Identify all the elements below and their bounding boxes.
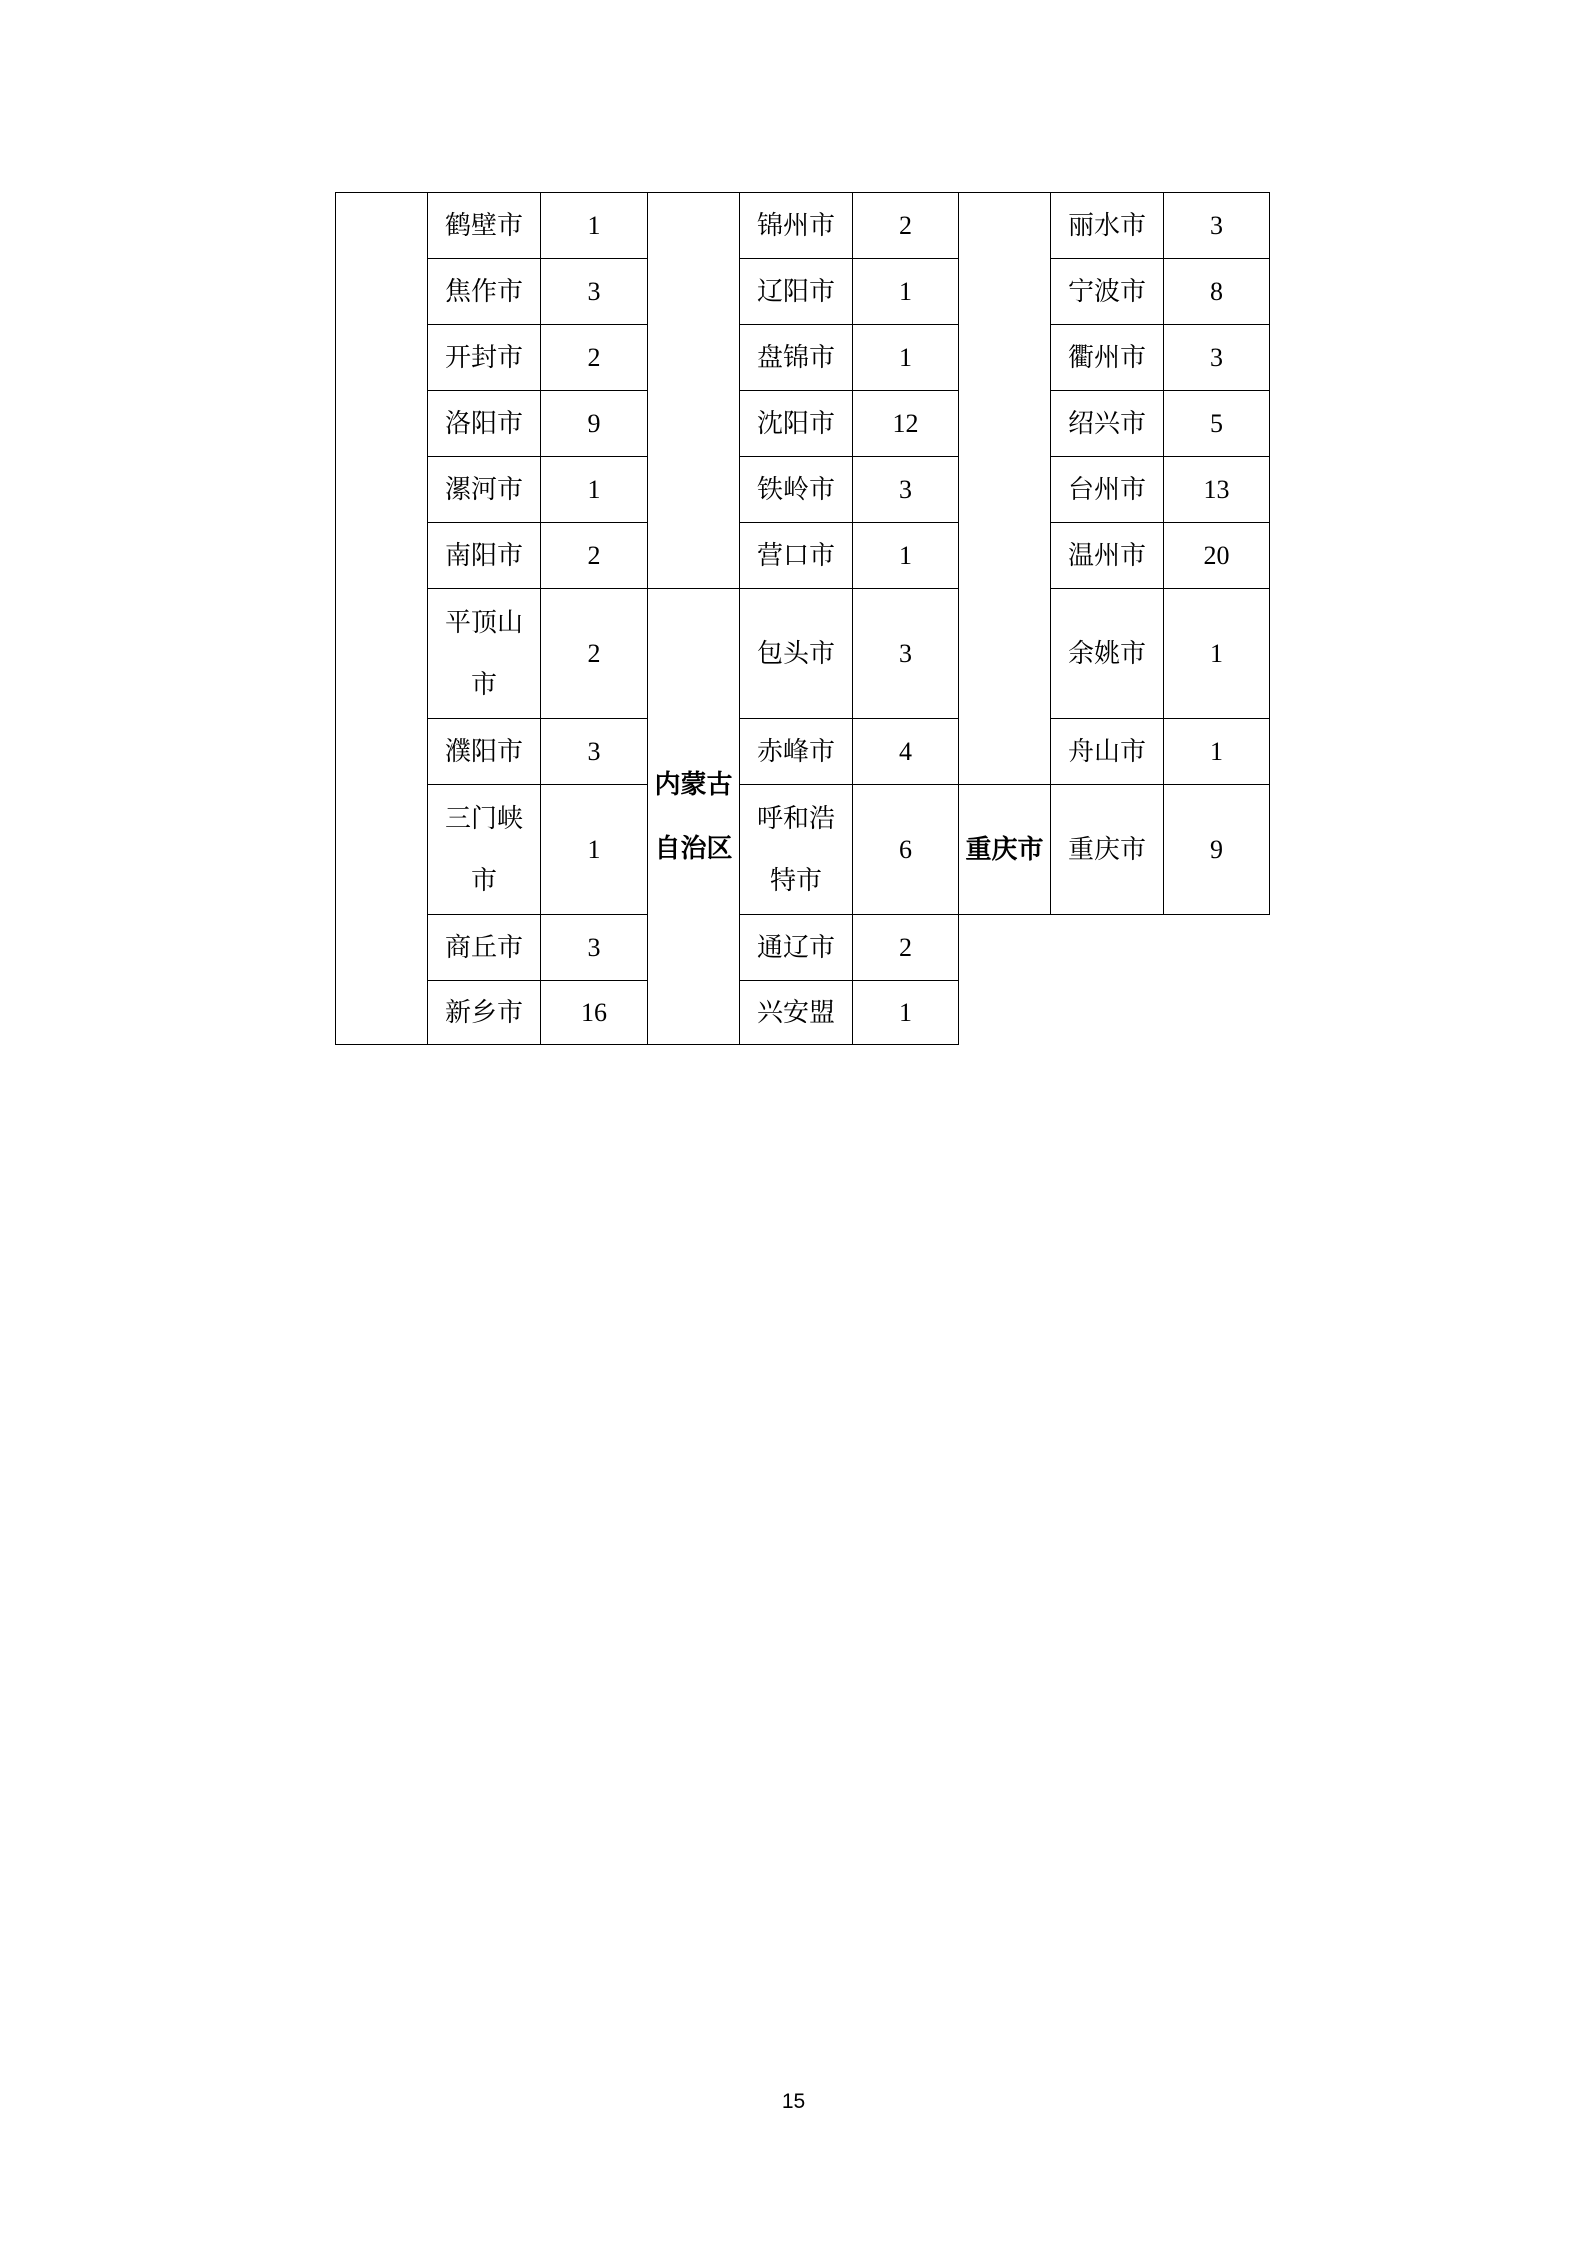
city-count: 3 xyxy=(853,457,959,523)
province-cell xyxy=(648,193,740,589)
city-name-line: 呼和浩 xyxy=(756,803,835,834)
city-count: 1 xyxy=(853,259,959,325)
city-count: 1 xyxy=(541,785,648,915)
city-name-line: 平顶山 xyxy=(444,607,523,638)
city-name xyxy=(428,785,541,915)
empty-area xyxy=(959,981,1270,1045)
city-count: 13 xyxy=(1164,457,1270,523)
table-row xyxy=(336,259,1270,325)
city-name-line: 市 xyxy=(470,865,497,896)
province-cell xyxy=(959,193,1051,785)
city-count: 3 xyxy=(541,259,648,325)
city-name: 开封市 xyxy=(428,325,541,391)
city-name: 通辽市 xyxy=(740,915,853,981)
empty-area xyxy=(959,915,1270,981)
city-count: 3 xyxy=(1164,193,1270,259)
city-count: 1 xyxy=(853,523,959,589)
table-row xyxy=(336,457,1270,523)
city-count: 3 xyxy=(853,589,959,719)
table-row xyxy=(336,981,1270,1045)
city-name: 舟山市 xyxy=(1051,719,1164,785)
city-name: 余姚市 xyxy=(1051,589,1164,719)
city-name: 漯河市 xyxy=(428,457,541,523)
city-count: 12 xyxy=(853,391,959,457)
city-count: 2 xyxy=(541,325,648,391)
page-number: 15 xyxy=(781,2090,806,2113)
city-name xyxy=(740,785,853,915)
city-count: 1 xyxy=(853,981,959,1045)
city-count: 5 xyxy=(1164,391,1270,457)
city-name: 锦州市 xyxy=(740,193,853,259)
city-name: 鹤壁市 xyxy=(428,193,541,259)
province-cell: 重庆市 xyxy=(959,785,1051,915)
city-count: 2 xyxy=(541,589,648,719)
city-name: 辽阳市 xyxy=(740,259,853,325)
city-name: 铁岭市 xyxy=(740,457,853,523)
city-name: 宁波市 xyxy=(1051,259,1164,325)
city-count: 1 xyxy=(853,325,959,391)
city-name-line: 特市 xyxy=(769,865,822,896)
city-count: 20 xyxy=(1164,523,1270,589)
table-row xyxy=(336,391,1270,457)
table-row xyxy=(336,719,1270,785)
table-row xyxy=(336,523,1270,589)
city-count: 6 xyxy=(853,785,959,915)
city-name: 营口市 xyxy=(740,523,853,589)
province-name-line: 内蒙古 xyxy=(654,769,733,800)
city-count: 4 xyxy=(853,719,959,785)
city-name: 商丘市 xyxy=(428,915,541,981)
province-cell xyxy=(336,193,428,1045)
table-row xyxy=(336,915,1270,981)
city-name: 重庆市 xyxy=(1051,785,1164,915)
city-count: 2 xyxy=(541,523,648,589)
city-name-line: 三门峡 xyxy=(444,803,523,834)
city-name: 洛阳市 xyxy=(428,391,541,457)
city-name: 焦作市 xyxy=(428,259,541,325)
city-count: 16 xyxy=(541,981,648,1045)
city-count: 1 xyxy=(541,457,648,523)
city-name: 丽水市 xyxy=(1051,193,1164,259)
table-row xyxy=(336,589,1270,719)
city-count: 3 xyxy=(541,915,648,981)
city-count: 8 xyxy=(1164,259,1270,325)
city-count: 2 xyxy=(853,915,959,981)
city-name: 赤峰市 xyxy=(740,719,853,785)
table-row xyxy=(336,193,1270,259)
city-count: 3 xyxy=(1164,325,1270,391)
city-name: 温州市 xyxy=(1051,523,1164,589)
city-count: 1 xyxy=(541,193,648,259)
city-name-line: 市 xyxy=(470,669,497,700)
city-count: 9 xyxy=(541,391,648,457)
city-name xyxy=(428,589,541,719)
city-name: 盘锦市 xyxy=(740,325,853,391)
region-count-table xyxy=(335,192,1270,1045)
table-row xyxy=(336,785,1270,915)
city-name: 濮阳市 xyxy=(428,719,541,785)
city-count: 2 xyxy=(853,193,959,259)
city-name: 衢州市 xyxy=(1051,325,1164,391)
city-count: 1 xyxy=(1164,589,1270,719)
city-name: 南阳市 xyxy=(428,523,541,589)
city-name: 沈阳市 xyxy=(740,391,853,457)
city-count: 1 xyxy=(1164,719,1270,785)
table-row xyxy=(336,325,1270,391)
city-name: 台州市 xyxy=(1051,457,1164,523)
city-name: 包头市 xyxy=(740,589,853,719)
city-name: 新乡市 xyxy=(428,981,541,1045)
province-cell xyxy=(648,589,740,1045)
city-name: 兴安盟 xyxy=(740,981,853,1045)
province-name-line: 自治区 xyxy=(654,833,733,864)
city-name: 绍兴市 xyxy=(1051,391,1164,457)
city-count: 9 xyxy=(1164,785,1270,915)
city-count: 3 xyxy=(541,719,648,785)
